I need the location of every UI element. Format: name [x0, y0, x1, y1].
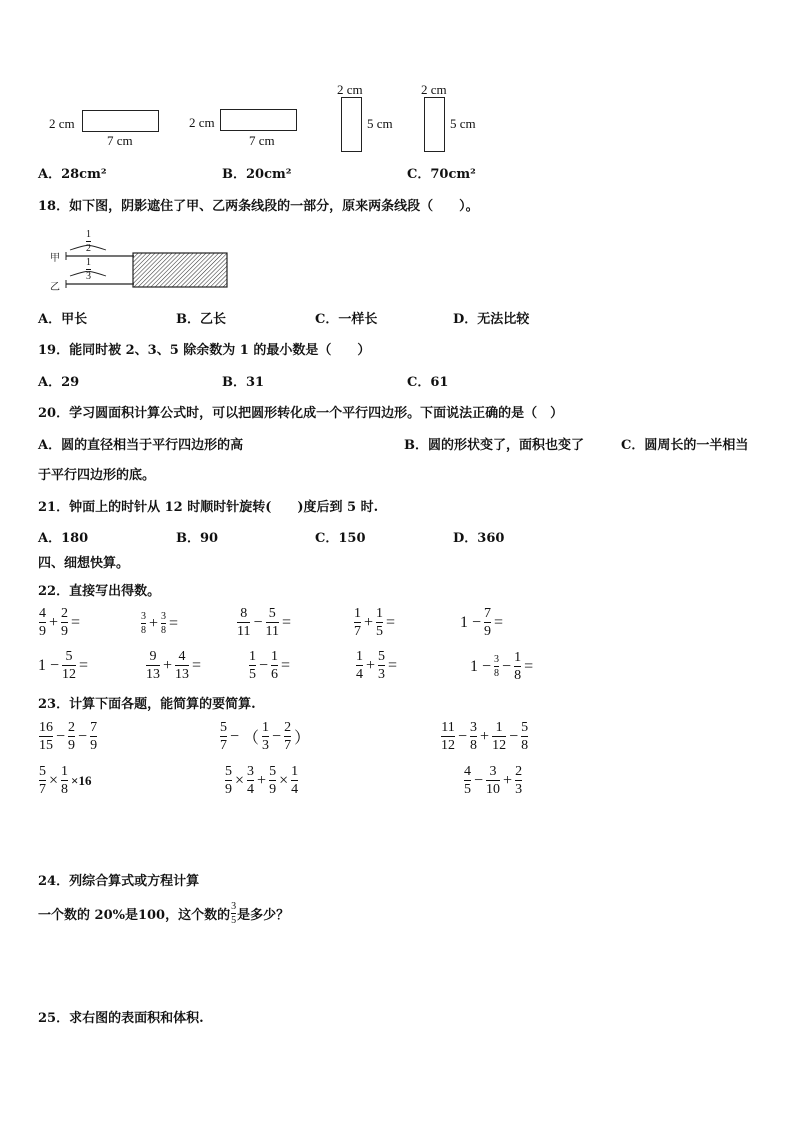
- denominator: 3: [262, 738, 270, 753]
- q22-item-3: [236, 606, 293, 639]
- left-paren: （: [243, 730, 260, 747]
- denominator: 4: [247, 782, 255, 797]
- q24-text-after: 是多少？: [237, 908, 290, 923]
- q23-expr-2: [219, 720, 312, 753]
- numerator: 8: [240, 606, 248, 621]
- q18-frac-yi: [86, 257, 91, 282]
- numerator: 2: [515, 764, 523, 779]
- denominator: 13: [175, 667, 190, 682]
- q18-label-yi: 乙: [50, 282, 60, 293]
- denominator: 3: [515, 782, 523, 797]
- equals-sign: =: [386, 613, 396, 631]
- operator: +: [366, 656, 376, 674]
- denominator: 4: [356, 667, 363, 682]
- q18-option-a[interactable]: A．甲长: [38, 312, 88, 327]
- operator: −: [482, 657, 492, 675]
- denominator: 3: [378, 667, 386, 682]
- operator: −: [253, 613, 263, 631]
- denominator: 11: [265, 624, 279, 639]
- operator: ×: [49, 771, 59, 789]
- denominator: 12: [62, 667, 77, 682]
- operator: −: [502, 657, 512, 675]
- numerator: 5: [378, 649, 386, 664]
- denominator: 8: [521, 738, 529, 753]
- q17-option-c[interactable]: C．70cm²: [407, 167, 476, 182]
- numerator: 3: [494, 654, 500, 665]
- q23-expr-6: [463, 764, 523, 797]
- q24-text-before: 一个数的 20%是100，这个数的: [38, 908, 231, 923]
- q18-question: 18．如下图，阴影遮住了甲、乙两条线段的一部分，原来两条线段（ ）。: [38, 199, 479, 214]
- q19-option-a[interactable]: A．29: [38, 375, 80, 390]
- fig3-width-label: 2 cm: [337, 82, 363, 97]
- one: 1: [470, 657, 478, 675]
- fig4-height-label: 5 cm: [450, 116, 476, 131]
- fig3-rectangle: [341, 97, 362, 152]
- equals-sign: =: [281, 656, 291, 674]
- numerator: 2: [284, 720, 292, 735]
- denominator: 3: [86, 271, 91, 282]
- q23-question: 23．计算下面各题，能简算的要简算.: [38, 697, 256, 712]
- numerator: 2: [61, 606, 69, 621]
- equals-sign: =: [524, 657, 534, 675]
- equals-sign: =: [494, 613, 504, 631]
- times-sixteen: ×16: [71, 772, 92, 788]
- numerator: 1: [291, 764, 299, 779]
- q21-option-d[interactable]: D．360: [453, 531, 505, 546]
- numerator: 5: [225, 764, 232, 779]
- fig1-width-label: 7 cm: [107, 133, 133, 148]
- denominator: 8: [141, 625, 146, 636]
- q19-option-c[interactable]: C．61: [407, 375, 449, 390]
- q22-item-6: [36, 649, 90, 682]
- q24-problem: [38, 901, 289, 926]
- equals-sign: =: [169, 614, 179, 632]
- numerator: 2: [68, 720, 76, 735]
- operator: +: [163, 656, 173, 674]
- denominator: 5: [231, 915, 237, 926]
- numerator: 1: [86, 257, 91, 268]
- operator: −: [259, 656, 269, 674]
- q22-item-1: [38, 606, 82, 639]
- numerator: 4: [178, 649, 186, 664]
- operator: +: [49, 613, 59, 631]
- numerator: 1: [271, 649, 279, 664]
- equals-sign: =: [192, 656, 202, 674]
- numerator: 5: [269, 764, 277, 779]
- operator: +: [503, 771, 513, 789]
- denominator: 8: [470, 738, 478, 753]
- numerator: 3: [489, 764, 497, 779]
- denominator: 7: [284, 738, 292, 753]
- denominator: 5: [249, 667, 256, 682]
- denominator: 8: [494, 668, 500, 679]
- q17-option-a[interactable]: A．28cm²: [38, 167, 107, 182]
- one: 1: [460, 613, 468, 631]
- q21-option-a[interactable]: A．180: [38, 531, 89, 546]
- q18-frac-jia: [86, 229, 91, 254]
- numerator: 1: [354, 606, 361, 621]
- fig4-rectangle: [424, 97, 445, 152]
- q22-item-7: [145, 649, 203, 682]
- q23-expr-3: [440, 720, 529, 753]
- q20-question: 20．学习圆面积计算公式时，可以把圆形转化成一个平行四边形。下面说法正确的是（ ）: [38, 406, 564, 421]
- numerator: 5: [521, 720, 529, 735]
- numerator: 3: [470, 720, 478, 735]
- q18-option-b[interactable]: B．乙长: [176, 312, 226, 327]
- q25-question: 25．求右图的表面积和体积.: [38, 1011, 204, 1026]
- operator: +: [257, 771, 267, 789]
- denominator: 8: [61, 782, 69, 797]
- q18-option-c[interactable]: C．一样长: [315, 312, 378, 327]
- operator: +: [480, 727, 490, 745]
- fig1-rectangle: [82, 110, 159, 132]
- denominator: 9: [68, 738, 76, 753]
- denominator: 9: [90, 738, 98, 753]
- equals-sign: =: [282, 613, 292, 631]
- denominator: 9: [61, 624, 69, 639]
- numerator: 1: [86, 229, 91, 240]
- operator: −: [509, 727, 519, 745]
- q21-option-b[interactable]: B．90: [176, 531, 219, 546]
- numerator: 7: [484, 606, 492, 621]
- q22-item-4: [353, 606, 397, 639]
- denominator: 12: [492, 738, 507, 753]
- numerator: 1: [495, 720, 503, 735]
- operator: −: [458, 727, 468, 745]
- q22-item-8: [248, 649, 292, 682]
- equals-sign: =: [388, 656, 398, 674]
- denominator: 7: [354, 624, 361, 639]
- operator: −: [56, 727, 66, 745]
- denominator: 12: [441, 738, 455, 753]
- fig1-height-label: 2 cm: [49, 116, 75, 131]
- denominator: 9: [39, 624, 46, 639]
- right-paren: ）: [294, 730, 311, 747]
- numerator: 3: [161, 611, 167, 622]
- denominator: 8: [161, 625, 167, 636]
- one: 1: [38, 656, 46, 674]
- denominator: 9: [225, 782, 232, 797]
- equals-sign: =: [71, 613, 81, 631]
- operator: −: [78, 727, 88, 745]
- operator: ×: [235, 771, 245, 789]
- q19-option-b[interactable]: B．31: [222, 375, 265, 390]
- denominator: 5: [376, 624, 384, 639]
- operator: ×: [279, 771, 289, 789]
- operator: +: [149, 614, 159, 632]
- operator: −: [230, 727, 240, 745]
- denominator: 7: [39, 782, 46, 797]
- fig2-rectangle: [220, 109, 297, 131]
- numerator: 1: [262, 720, 270, 735]
- q18-segment-diagram: [44, 228, 244, 290]
- q21-option-c[interactable]: C．150: [315, 531, 366, 546]
- operator: −: [474, 771, 484, 789]
- equals-sign: =: [79, 656, 89, 674]
- numerator: 5: [220, 720, 227, 735]
- denominator: 15: [39, 738, 53, 753]
- q22-item-9: [355, 649, 399, 682]
- denominator: 4: [291, 782, 299, 797]
- q20-option-c[interactable]: C．圆周长的一半相当: [621, 438, 749, 453]
- operator: −: [272, 727, 282, 745]
- q23-expr-4: [38, 764, 93, 797]
- fig4-width-label: 2 cm: [421, 82, 447, 97]
- numerator: 1: [376, 606, 384, 621]
- denominator: 5: [464, 782, 471, 797]
- numerator: 1: [249, 649, 256, 664]
- numerator: 1: [514, 650, 522, 665]
- q23-expr-1: [38, 720, 98, 753]
- denominator: 11: [237, 624, 251, 639]
- numerator: 3: [141, 611, 146, 622]
- q18-option-d[interactable]: D．无法比较: [453, 312, 530, 327]
- numerator: 5: [268, 606, 276, 621]
- q22-item-10: [468, 650, 535, 683]
- denominator: 9: [484, 624, 492, 639]
- denominator: 9: [269, 782, 277, 797]
- q20-option-b[interactable]: B．圆的形状变了，面积也变了: [404, 438, 584, 453]
- q24-question: 24．列综合算式或方程计算: [38, 874, 200, 889]
- q19-question: 19．能同时被 2、3、5 除余数为 1 的最小数是（ ）: [38, 343, 371, 358]
- fig3-height-label: 5 cm: [367, 116, 393, 131]
- numerator: 11: [441, 720, 455, 735]
- denominator: 8: [514, 668, 522, 683]
- q18-label-jia: 甲: [50, 253, 60, 264]
- numerator: 4: [464, 764, 471, 779]
- q22-item-2: [140, 611, 180, 636]
- q23-expr-5: [224, 764, 299, 797]
- numerator: 4: [39, 606, 46, 621]
- operator: +: [364, 613, 374, 631]
- q22-question: 22．直接写出得数。: [38, 584, 161, 599]
- fig2-width-label: 7 cm: [249, 133, 275, 148]
- fig2-height-label: 2 cm: [189, 115, 215, 130]
- numerator: 5: [65, 649, 73, 664]
- q20-option-c-cont: 于平行四边形的底。: [38, 468, 156, 483]
- denominator: 7: [220, 738, 227, 753]
- numerator: 1: [61, 764, 69, 779]
- q21-question: 21．钟面上的时针从 12 时顺时针旋转( )度后到 5 时.: [38, 500, 379, 515]
- numerator: 9: [149, 649, 157, 664]
- numerator: 5: [39, 764, 46, 779]
- denominator: 13: [146, 667, 160, 682]
- denominator: 10: [486, 782, 501, 797]
- numerator: 7: [90, 720, 98, 735]
- numerator: 3: [231, 901, 237, 912]
- q20-option-a[interactable]: A．圆的直径相当于平行四边形的高: [38, 438, 244, 453]
- q17-option-b[interactable]: B．20cm²: [222, 167, 292, 182]
- numerator: 1: [356, 649, 363, 664]
- operator: −: [472, 613, 482, 631]
- numerator: 16: [39, 720, 53, 735]
- numerator: 3: [247, 764, 255, 779]
- section-heading: 四、细想快算。: [38, 556, 130, 571]
- denominator: 6: [271, 667, 279, 682]
- operator: −: [50, 656, 60, 674]
- q22-item-5: [458, 606, 505, 639]
- denominator: 2: [86, 243, 91, 254]
